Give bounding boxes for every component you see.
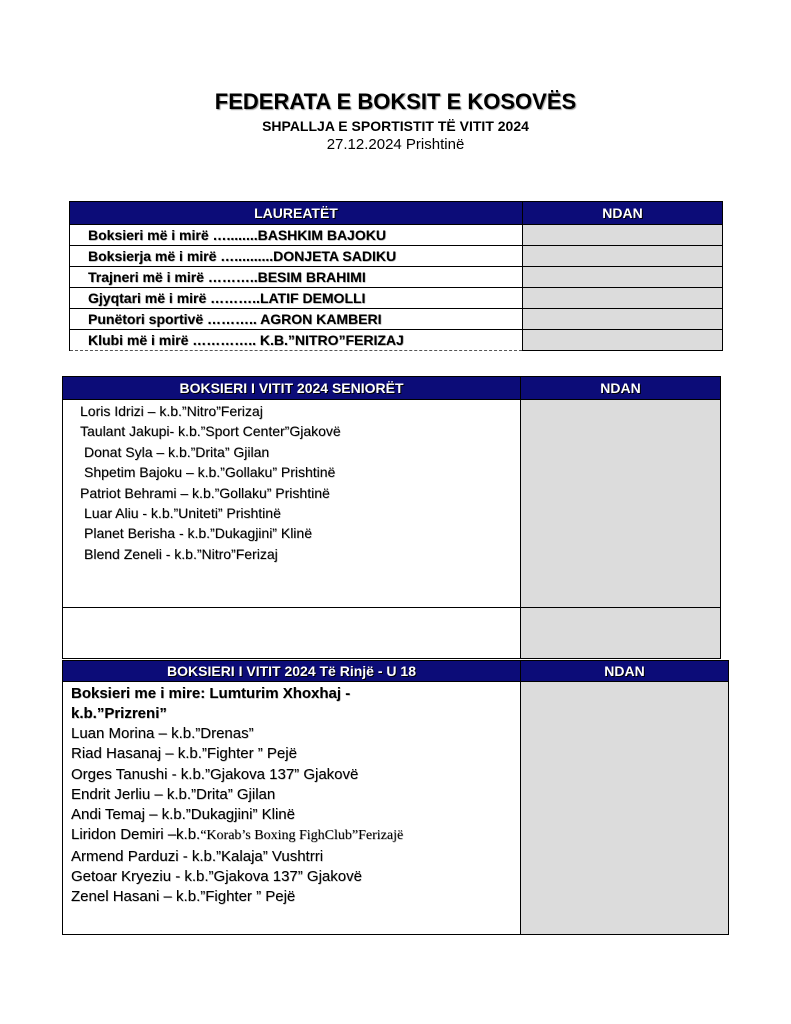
youth-heading: BOKSIERI I VITIT 2024 Të Rinjë - U 18 <box>63 661 521 682</box>
seniors-ndan-heading: NDAN <box>521 377 721 400</box>
youth-list-row <box>63 682 729 935</box>
youth-table <box>62 660 729 935</box>
youth-ndan-heading: NDAN <box>521 661 729 682</box>
laureates-table <box>69 201 723 351</box>
list-item: Armend Parduzi - k.b.”Kalaja” Vushtrri <box>71 847 324 865</box>
table-row <box>70 225 723 246</box>
announcement-subtitle: SHPALLJA E SPORTISTIT TË VITIT 2024 <box>262 118 529 134</box>
youth-header-row <box>63 661 729 682</box>
seniors-heading: BOKSIERI I VITIT 2024 SENIORËT <box>63 377 521 400</box>
list-item: Orges Tanushi - k.b.”Gjakova 137” Gjakovë <box>71 765 359 783</box>
table-row <box>70 309 723 330</box>
announcement-date: 27.12.2024 Prishtinë <box>326 136 465 153</box>
seniors-empty-row <box>63 608 721 659</box>
best-boxer-line: Boksieri me i mire: Lumturim Xhoxhaj - <box>71 685 351 702</box>
empty-cell <box>63 608 521 659</box>
ndan-cell <box>523 267 723 288</box>
list-item: Riad Hasanaj – k.b.”Fighter ” Pejë <box>71 745 297 763</box>
liridon-club: “Korab’s Boxing FighClub”Ferizajë <box>200 828 404 844</box>
ndan-cell <box>523 288 723 309</box>
list-item: Planet Berisha - k.b.”Dukagjini” Klinë <box>84 525 312 542</box>
list-item: Donat Syla – k.b.”Drita” Gjilan <box>84 443 270 460</box>
table-row <box>70 288 723 309</box>
list-item: Endrit Jerliu – k.b.”Drita” Gjilan <box>71 785 276 803</box>
ndan-cell <box>523 309 723 330</box>
seniors-list <box>63 400 521 608</box>
list-item: Blend Zeneli - k.b.”Nitro”Ferizaj <box>84 545 278 562</box>
laureate-label: Boksieri më i mirë …........BASHKIM BAJOKU <box>70 225 523 246</box>
list-item: Getoar Kryeziu - k.b.”Gjakova 137” Gjakovë <box>71 868 362 886</box>
youth-list <box>63 682 521 935</box>
laureate-label: Klubi më i mirë ………….. K.B.”NITRO”FERIZAJ <box>70 330 523 351</box>
laureates-ndan-heading: NDAN <box>523 202 723 225</box>
ndan-cell <box>521 682 729 935</box>
seniors-table <box>62 376 721 659</box>
list-item: Zenel Hasani – k.b.”Fighter ” Pejë <box>71 888 296 906</box>
laureate-label: Boksierja më i mirë …..........DONJETA SADIKU <box>70 246 523 267</box>
ndan-cell <box>521 608 721 659</box>
list-item: Loris Idrizi – k.b.”Nitro”Ferizaj <box>80 403 263 419</box>
best-boxer-club: k.b.”Prizreni” <box>71 705 167 722</box>
ndan-cell <box>523 225 723 246</box>
list-item: Luan Morina – k.b.”Drenas” <box>71 725 254 742</box>
list-item: Luar Aliu - k.b.”Uniteti” Prishtinë <box>84 505 281 522</box>
table-row <box>70 267 723 288</box>
seniors-list-row <box>63 400 721 608</box>
laureates-header-row <box>70 202 723 225</box>
seniors-header-row <box>63 377 721 400</box>
laureate-label: Trajneri më i mirë ………..BESIM BRAHIMI <box>70 267 523 288</box>
list-item <box>71 825 520 846</box>
laureate-label: Punëtori sportivë ……….. AGRON KAMBERI <box>70 309 523 330</box>
ndan-cell <box>523 330 723 351</box>
table-row <box>70 246 723 267</box>
list-item: Shpetim Bajoku – k.b.”Gollaku” Prishtinë <box>84 464 336 481</box>
list-item: Andi Temaj – k.b.”Dukagjini” Klinë <box>71 806 295 824</box>
list-item: Patriot Behrami – k.b.”Gollaku” Prishtinë <box>80 484 330 501</box>
laureate-label: Gjyqtari më i mirë ………..LATIF DEMOLLI <box>70 288 523 309</box>
list-item: Taulant Jakupi- k.b.”Sport Center”Gjakovë <box>80 423 341 440</box>
ndan-cell <box>521 400 721 608</box>
laureates-heading: LAUREATËT <box>70 202 523 225</box>
federation-title: FEDERATA E BOKSIT E KOSOVËS <box>214 89 577 114</box>
liridon-name: Liridon Demiri –k.b. <box>71 826 201 844</box>
document-header <box>0 88 791 154</box>
table-row <box>70 330 723 351</box>
ndan-cell <box>523 246 723 267</box>
